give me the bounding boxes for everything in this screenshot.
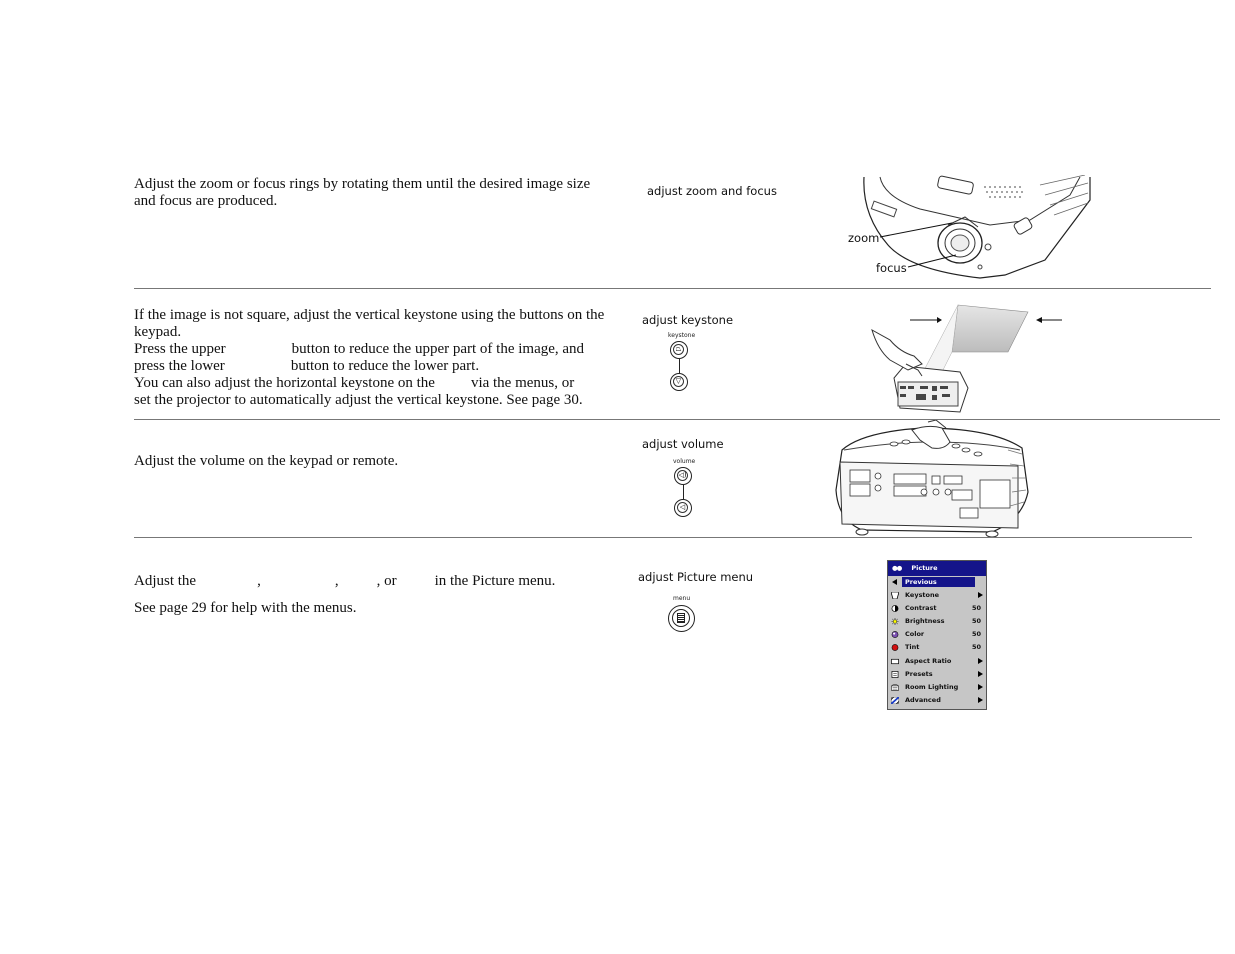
picture-osd-menu (887, 560, 987, 710)
color-icon (891, 631, 899, 638)
submenu-arrow-icon (978, 684, 983, 690)
volume-down-icon: ◁ (679, 503, 686, 511)
submenu-arrow-icon (978, 697, 983, 703)
osd-menu-title: Picture (911, 564, 938, 572)
keystone-caption: adjust keystone (642, 313, 734, 327)
osd-menu-item-aspect-ratio[interactable]: Aspect Ratio (888, 655, 986, 668)
section-divider (134, 288, 1211, 289)
osd-menu-item-room-lighting[interactable]: Room Lighting (888, 681, 986, 694)
focus-callout: focus (876, 261, 907, 275)
picture-instructions (134, 573, 614, 617)
submenu-arrow-icon (978, 671, 983, 677)
section-divider (134, 537, 1192, 538)
keystone-line-5: set the projector to automatically adjust the vertical keystone. See page 30. (134, 392, 583, 408)
picture-line-1: Adjust the , , , or in the Picture menu. (134, 573, 556, 589)
volume-up-button[interactable] (674, 467, 692, 485)
keystone-line-2: Press the upper button to reduce the upper part of the image, and (134, 341, 585, 357)
osd-menu-item-color[interactable]: Color 50 (888, 628, 986, 641)
zoom-callout: zoom (848, 231, 880, 245)
keystone-line-4: You can also adjust the horizontal keystone on the via the menus, or (134, 375, 575, 391)
submenu-arrow-icon (978, 658, 983, 664)
keystone-instructions (134, 307, 614, 409)
keystone-down-button[interactable] (670, 373, 688, 391)
zoom-focus-instructions (134, 176, 609, 210)
menu-button-label: menu (673, 595, 691, 602)
section-divider (134, 419, 1220, 420)
brightness-icon (891, 618, 899, 625)
volume-text: Adjust the volume on the keypad or remote. (134, 453, 399, 469)
osd-menu-item-brightness[interactable]: Brightness 50 (888, 615, 986, 628)
volume-caption: adjust volume (642, 437, 724, 451)
osd-menu-item-previous[interactable]: Previous (888, 576, 986, 589)
keystone-line-1: If the image is not square, adjust the vertical keystone using the buttons on the keypad. (134, 307, 605, 340)
projector-rear-illustration (832, 420, 1032, 540)
aspect-ratio-icon (891, 658, 899, 665)
contrast-icon (891, 605, 899, 612)
picture-menu-caption: adjust Picture menu (638, 570, 754, 584)
osd-menu-item-advanced[interactable]: Advanced (888, 694, 986, 707)
zoom-focus-text: Adjust the zoom or focus rings by rotating them until the desired image size and focus are produced. (134, 176, 591, 209)
keystone-button-label: keystone (668, 332, 696, 339)
advanced-icon (891, 697, 899, 704)
volume-up-icon: ◁) (678, 471, 687, 479)
volume-instructions (134, 453, 614, 470)
presets-icon (891, 671, 899, 678)
keystone-down-icon: ▽ (675, 377, 682, 385)
osd-menu-item-contrast[interactable]: Contrast 50 (888, 602, 986, 615)
menu-icon (677, 613, 685, 623)
volume-button-label: volume (673, 458, 696, 465)
picture-line-2: See page 29 for help with the menus. (134, 600, 357, 616)
osd-menu-item-presets[interactable]: Presets (888, 668, 986, 681)
volume-down-button[interactable] (674, 499, 692, 517)
osd-menu-item-tint[interactable]: Tint 50 (888, 641, 986, 654)
menu-button[interactable] (668, 605, 695, 632)
osd-menu-item-keystone[interactable]: Keystone (888, 589, 986, 602)
room-lighting-icon (891, 684, 899, 691)
keystone-projection-illustration (860, 300, 1070, 415)
submenu-arrow-icon (978, 592, 983, 598)
tint-icon (891, 644, 899, 651)
osd-menu-title-bar (888, 561, 986, 576)
keystone-icon (891, 592, 899, 599)
keystone-up-button[interactable] (670, 341, 688, 359)
keystone-line-3: press the lower button to reduce the lower part. (134, 358, 480, 374)
keystone-button-connector (679, 359, 680, 373)
left-arrow-icon (892, 579, 897, 585)
zoom-focus-caption: adjust zoom and focus (647, 184, 777, 198)
volume-button-connector (683, 485, 684, 499)
osd-menu-dots-icon: ●● (892, 564, 902, 572)
keystone-up-icon: ⏢ (675, 345, 682, 353)
